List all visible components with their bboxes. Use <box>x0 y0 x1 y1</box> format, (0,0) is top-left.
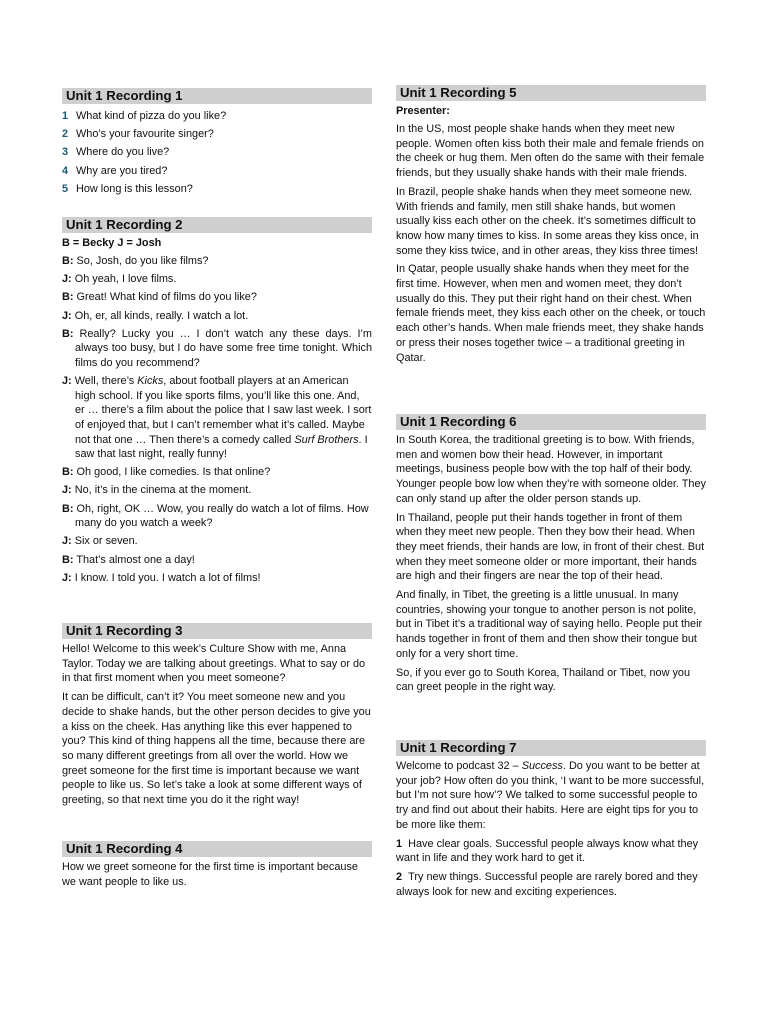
recording-2 <box>62 217 372 589</box>
paragraph: Hello! Welcome to this week’s Culture Show with me, Anna Taylor. Today we are talking about greetings. What to say or do in that first moment when you meet someone? <box>62 643 366 685</box>
dialogue-line: B: So, Josh, do you like films? <box>62 255 209 267</box>
paragraph: How we greet someone for the first time is important because we want people to like us. <box>62 861 358 888</box>
list-item: 1 What kind of pizza do you like? <box>62 110 227 122</box>
dialogue-line: B: That’s almost one a day! <box>62 553 195 566</box>
tip-item: 1 Have clear goals. Successful people always know what they want in life and they work hard to get it. <box>396 837 699 865</box>
list-item: 5 How long is this lesson? <box>62 182 193 195</box>
list-item: 3 Where do you live? <box>62 146 170 159</box>
section-heading: Unit 1 Recording 6 <box>396 414 706 430</box>
dialogue-line: J: Six or seven. <box>62 535 138 548</box>
recording-4 <box>62 841 372 893</box>
question-list <box>62 107 372 198</box>
recording-6 <box>396 414 706 699</box>
dialogue-line: J: Oh, er, all kinds, really. I watch a lot. <box>62 309 249 322</box>
paragraph: It can be difficult, can’t it? You meet someone new and you decide to shake hands, but the other person decides to give you a kiss on the cheek. Has anything like this ever happened to you? This kind of thing happens all the time, because there are so many different greetings from all over the world. How we greet someone for the first time is important because we want people to like us. So let’s take a look at some different ways of greeting, so that next time you do it the right way! <box>62 691 371 807</box>
paragraph: In Qatar, people usually shake hands when they meet for the first time. However, when men and women meet, they don’t usually do this. They put their right hand on their chest. When female friends meet, they kiss each other on the cheek, or touch each other’s hands. When male friends meet, they shake hands or press their noses together twice – a traditional greeting in Qatar. <box>396 263 706 364</box>
section-heading: Unit 1 Recording 4 <box>62 841 372 857</box>
dialogue-line: B: Great! What kind of films do you like? <box>62 291 257 304</box>
paragraph: In the US, most people shake hands when they meet new people. Women often kiss both their male and female friends on the cheek or hug them. Men often do the same with their female friends, but they usually shake hands with their male friends. <box>396 123 705 180</box>
recording-1 <box>62 88 372 198</box>
tip-item: 2 Try new things. Successful people are rarely bored and they always look for new and exciting experiences. <box>396 870 698 898</box>
dialogue-line: J: Well, there’s Kicks, about football players at an American high school. If you like sports films, you’ll like this one. And, er … there’s a film about the police that I saw last week. I sort of enjoyed that, but I can’t remember what it’s called. Maybe not that one … Then there’s a comedy called Surf Brothers. I saw that last night, really funny! <box>62 375 372 461</box>
section-heading: Unit 1 Recording 5 <box>396 85 706 101</box>
recording-5 <box>396 85 706 369</box>
dialogue-line: J: Oh yeah, I love films. <box>62 273 177 286</box>
section-heading: Unit 1 Recording 1 <box>62 88 372 104</box>
paragraph: And finally, in Tibet, the greeting is a little unusual. In many countries, showing your tongue to another person is not polite, but in Tibet it’s a traditional way of saying hello. People put their hands together in front of them and then show their tongue but only for a very short time. <box>396 589 703 660</box>
paragraph: In South Korea, the traditional greeting is to bow. With friends, men and women bow their head. However, in important meetings, business people bow with the top half of their body. Younger people bow low when they’re with someone older. They can only stand up after the older person stands up. <box>396 434 706 505</box>
section-heading: Unit 1 Recording 2 <box>62 217 372 233</box>
cast-line: B = Becky J = Josh <box>62 237 162 249</box>
dialogue-line: B: Really? Lucky you … I don’t watch any these days. I’m always too busy, but I do have some free time tonight. Which films do you recommend? <box>62 327 372 369</box>
section-heading: Unit 1 Recording 3 <box>62 623 372 639</box>
paragraph: Welcome to podcast 32 – Success. Do you want to be better at your job? How often do you think, ‘I want to be more successful, but I’m not sure how’? We talked to some successful people to try and find out about their habits. Here are eight tips for you to be more like them: <box>396 760 705 831</box>
list-item: 4 Why are you tired? <box>62 164 168 177</box>
recording-7 <box>396 740 706 903</box>
paragraph: So, if you ever go to South Korea, Thailand or Tibet, now you can greet people in the right way. <box>396 666 691 694</box>
dialogue-line: B: Oh, right, OK … Wow, you really do watch a lot of films. How many do you watch a week? <box>62 502 369 530</box>
section-heading: Unit 1 Recording 7 <box>396 740 706 756</box>
paragraph: In Brazil, people shake hands when they meet someone new. With friends and family, men still shake hands, but women usually kiss each other on the cheek. It’s sometimes difficult to know how many times to kiss. In some areas they kiss once, in some they kiss twice, and in other areas, they kiss three times! <box>396 185 699 257</box>
dialogue-line: J: I know. I told you. I watch a lot of films! <box>62 571 261 584</box>
list-item: 2 Who’s your favourite singer? <box>62 128 214 141</box>
paragraph: In Thailand, people put their hands together in front of them when they meet new people. Then they bow their head. When they meet friends, their hands are low, in front of their chest. But when they meet someone older or more important, their hands are high and their fingers are near the top of their head. <box>396 511 705 583</box>
dialogue-line: J: No, it’s in the cinema at the moment. <box>62 484 252 497</box>
recording-3 <box>62 623 372 812</box>
speaker-label: Presenter: <box>396 105 450 117</box>
dialogue-line: B: Oh good, I like comedies. Is that online? <box>62 466 271 479</box>
